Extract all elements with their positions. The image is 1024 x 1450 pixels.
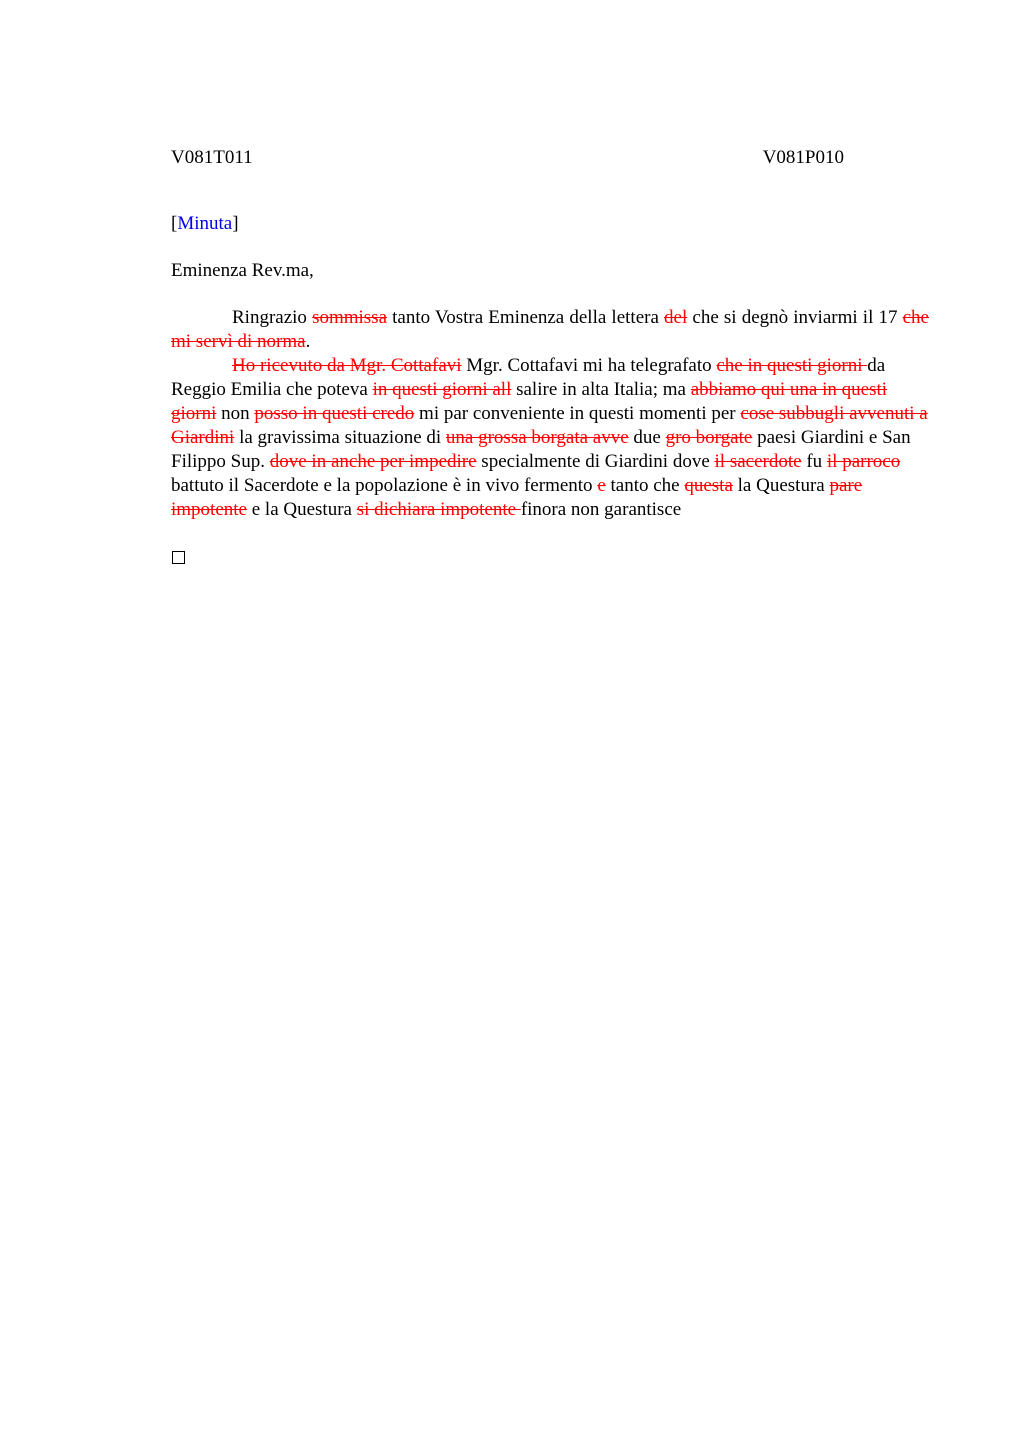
- body-text-segment: finora non garantisce: [520, 499, 682, 520]
- body-text-segment: tanto Vostra Eminenza della lettera: [387, 307, 665, 328]
- deleted-text: abbiamo qui una in questi giorni: [171, 379, 888, 424]
- deleted-text: gro borgate: [665, 427, 753, 448]
- document-page: [171, 140, 929, 564]
- minuta-link[interactable]: Minuta: [177, 213, 233, 234]
- letter-body: [171, 306, 929, 522]
- letter-paragraph: [171, 306, 929, 354]
- deleted-text: una grossa borgata avve: [445, 427, 629, 448]
- deleted-text: Ho ricevuto da Mgr. Cottafavi: [232, 355, 462, 376]
- deleted-text: e: [597, 475, 606, 496]
- deleted-text: cose subbugli avvenuti a Giardini: [171, 403, 928, 448]
- body-text-segment: Ringrazio: [232, 307, 313, 328]
- deleted-text: dove in anche per impedire: [269, 451, 477, 472]
- body-text-segment: e la Questura: [246, 499, 357, 520]
- body-text-segment: non: [216, 403, 255, 424]
- deleted-text: del: [664, 307, 688, 328]
- deleted-text: sommissa: [312, 307, 388, 328]
- body-text-segment: fu: [801, 451, 827, 472]
- letter-paragraph: [171, 354, 929, 522]
- body-text-segment: che si degnò inviarmi il 17: [687, 307, 903, 328]
- empty-checkbox-icon[interactable]: [172, 551, 185, 564]
- deleted-text: posso in questi credo: [254, 403, 415, 424]
- body-text-segment: da Reggio Emilia che poteva: [171, 355, 886, 400]
- deleted-text: che in questi giorni: [716, 355, 868, 376]
- body-text-segment: paesi Giardini e San Filippo Sup.: [171, 427, 911, 472]
- deleted-text: il sacerdote: [714, 451, 802, 472]
- body-text-segment: due: [628, 427, 666, 448]
- body-text-segment: mi par conveniente in questi momenti per: [414, 403, 741, 424]
- body-text-segment: tanto che: [605, 475, 685, 496]
- salutation: Eminenza Rev.ma,: [171, 260, 314, 281]
- bracket-open: [: [171, 213, 178, 234]
- body-text-segment: .: [305, 331, 311, 352]
- body-text-segment: la Questura: [732, 475, 830, 496]
- deleted-text: il parroco: [826, 451, 901, 472]
- deleted-text: in questi giorni all: [372, 379, 512, 400]
- body-text-segment: specialmente di Giardini dove: [476, 451, 715, 472]
- body-text-segment: salire in alta Italia; ma: [511, 379, 691, 400]
- deleted-text: che mi servì di norma: [171, 307, 929, 352]
- body-text-segment: la gravissima situazione di: [234, 427, 446, 448]
- document-code-left: V081T011: [171, 147, 253, 168]
- deleted-text: questa: [684, 475, 733, 496]
- header-row: [171, 140, 929, 176]
- document-code-right: V081P010: [762, 147, 844, 168]
- deleted-text: pare impotente: [171, 475, 863, 520]
- body-text-segment: Mgr. Cottafavi mi ha telegrafato: [461, 355, 717, 376]
- body-text-segment: battuto il Sacerdote e la popolazione è in vivo fermento: [171, 475, 598, 496]
- deleted-text: si dichiara impotente: [356, 499, 521, 520]
- minuta-label-line: [171, 212, 929, 236]
- bracket-close: ]: [232, 213, 239, 234]
